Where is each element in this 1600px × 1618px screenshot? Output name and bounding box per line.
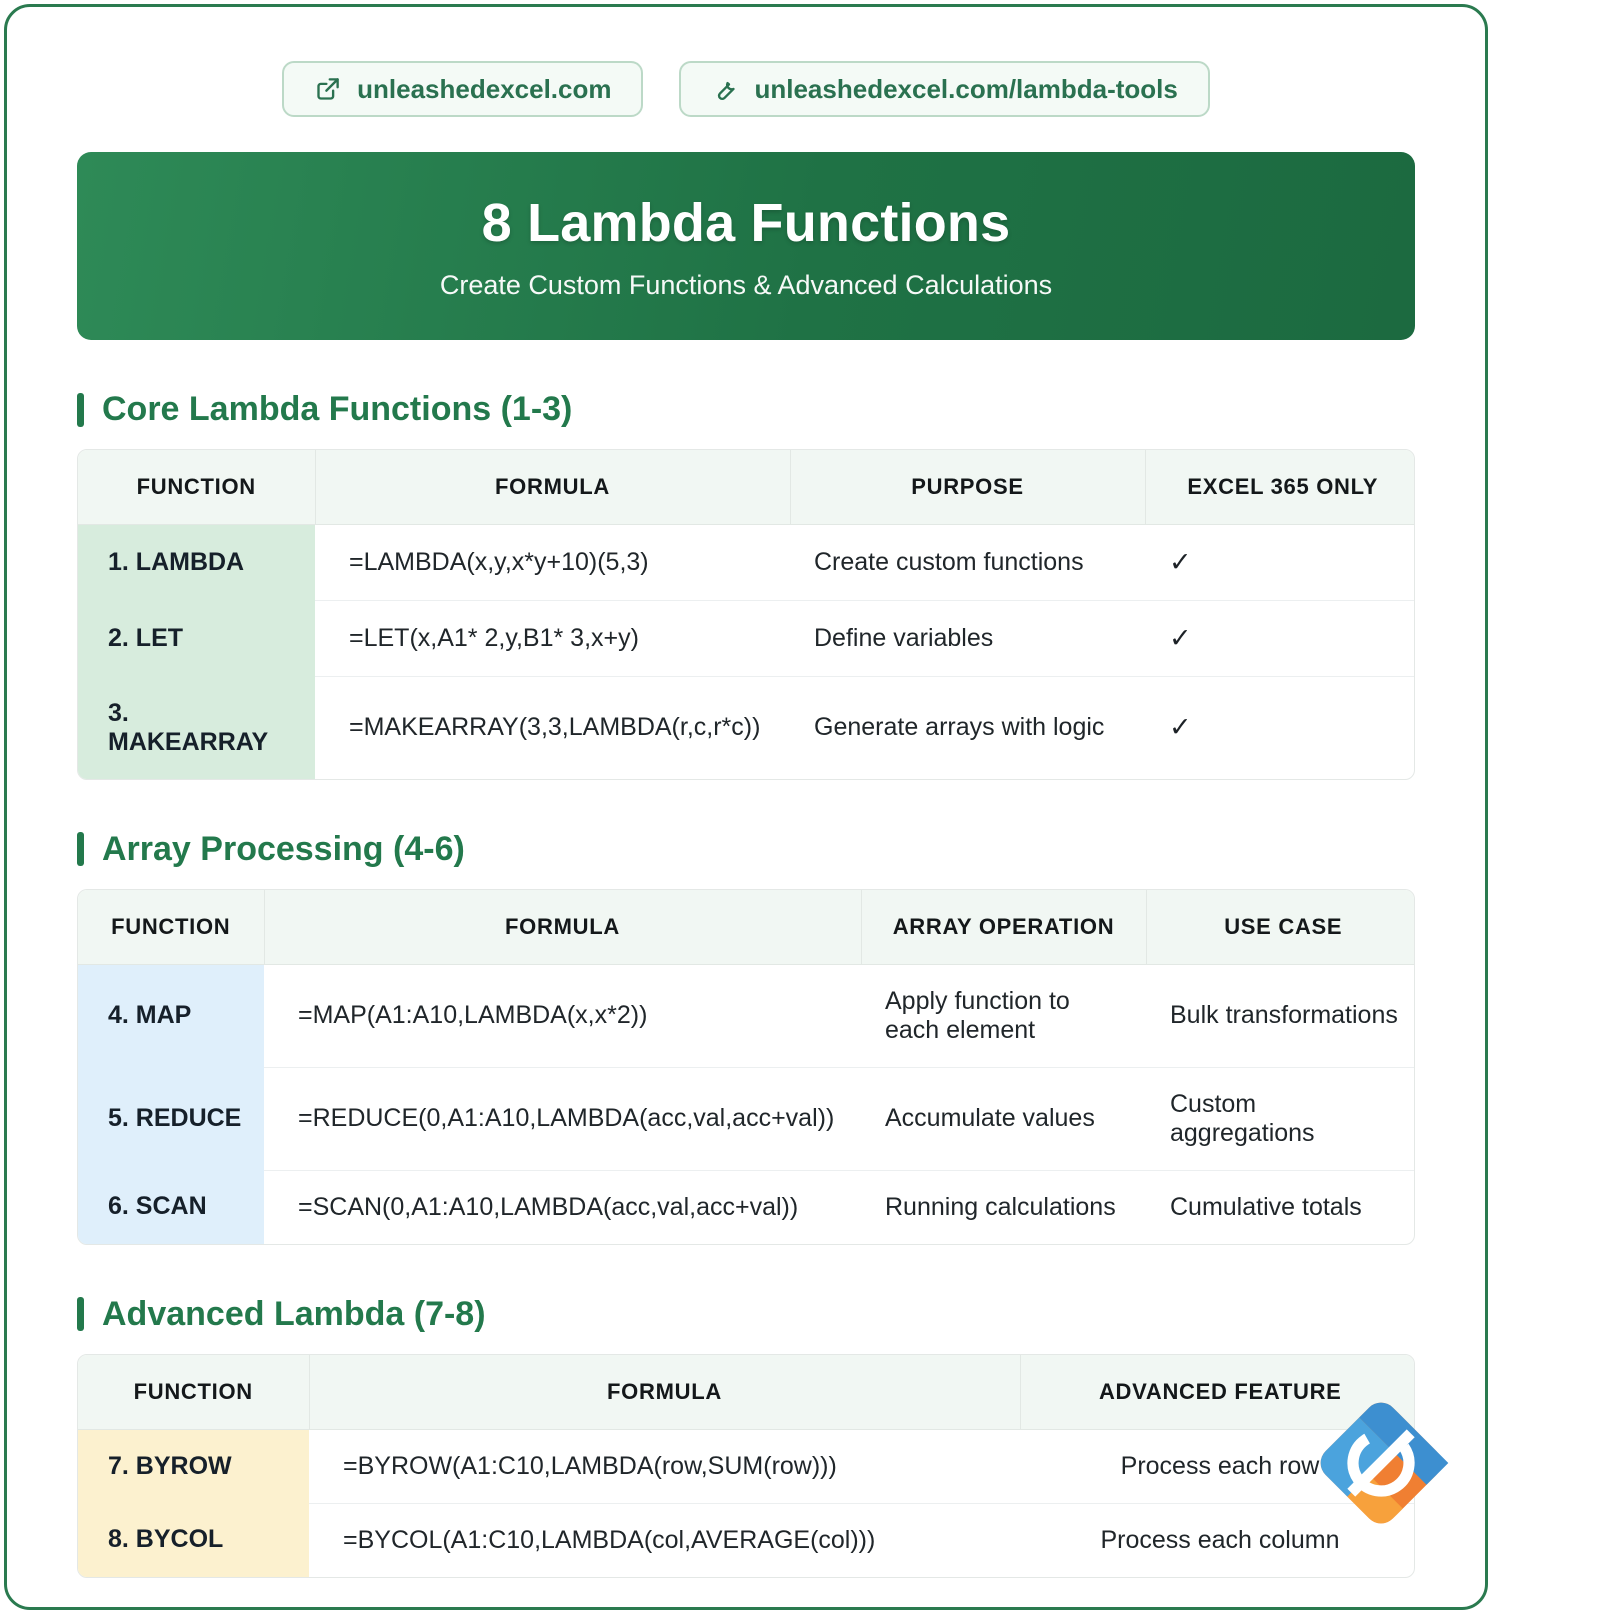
- formula-cell: =MAP(A1:A10,LAMBDA(x,x*2)): [264, 964, 861, 1067]
- table-core-wrapper: [77, 449, 1415, 780]
- table-row: [78, 525, 1415, 601]
- wrench-icon: [711, 76, 738, 103]
- column-header: FORMULA: [264, 890, 861, 965]
- brand-logo-icon: [1311, 1393, 1451, 1533]
- link-button-site-label: unleashedexcel.com: [357, 73, 612, 104]
- formula-cell: =REDUCE(0,A1:A10,LAMBDA(acc,val,acc+val)): [264, 1067, 861, 1170]
- section-title-array: Array Processing (4-6): [102, 829, 465, 868]
- function-name: 1. LAMBDA: [78, 525, 315, 601]
- link-button-site[interactable]: [282, 61, 643, 117]
- section-title-advanced: Advanced Lambda (7-8): [102, 1294, 486, 1333]
- column-header: ADVANCED FEATURE: [1020, 1355, 1415, 1430]
- function-name: 6. SCAN: [78, 1170, 264, 1244]
- column-header: EXCEL 365 ONLY: [1145, 450, 1415, 525]
- formula-cell: =LAMBDA(x,y,x*y+10)(5,3): [315, 525, 790, 601]
- formula-cell: =MAKEARRAY(3,3,LAMBDA(r,c,r*c)): [349, 713, 761, 742]
- table-row: [78, 964, 1415, 1067]
- page-title: 8 Lambda Functions: [481, 192, 1011, 253]
- function-name: 8. BYCOL: [78, 1503, 309, 1577]
- use-case-cell: Cumulative totals: [1170, 1192, 1362, 1221]
- link-button-tools[interactable]: [679, 61, 1209, 117]
- formula-cell: =SCAN(0,A1:A10,LAMBDA(acc,val,acc+val)): [298, 1192, 799, 1221]
- array-operation-cell: Accumulate values: [861, 1067, 1146, 1170]
- infographic-page: [4, 4, 1488, 1610]
- purpose-cell: Define variables: [790, 601, 1145, 677]
- table-row: [78, 1429, 1415, 1503]
- advanced-feature-cell: Process each row: [1020, 1429, 1415, 1503]
- formula-cell: =LET(x,A1* 2,y,B1* 3,x+y): [315, 601, 790, 677]
- column-header: PURPOSE: [790, 450, 1145, 525]
- array-operation-cell: Apply function to each element: [861, 964, 1146, 1067]
- purpose-cell: Create custom functions: [790, 525, 1145, 601]
- formula-cell: =BYCOL(A1:C10,LAMBDA(col,AVERAGE(col))): [343, 1525, 876, 1554]
- use-case-cell: Bulk transformations: [1146, 964, 1415, 1067]
- link-bar: [7, 7, 1485, 117]
- column-header: FORMULA: [309, 1355, 1020, 1430]
- function-name: 5. REDUCE: [78, 1067, 264, 1170]
- function-name: 3. MAKEARRAY: [78, 677, 315, 779]
- column-header: FUNCTION: [78, 890, 264, 965]
- purpose-cell: Generate arrays with logic: [814, 713, 1105, 742]
- column-header: USE CASE: [1146, 890, 1415, 965]
- section-title-core: Core Lambda Functions (1-3): [102, 390, 573, 428]
- excel365-check: ✓: [1169, 712, 1192, 743]
- column-header: FUNCTION: [78, 450, 315, 525]
- table-row: [78, 1503, 1415, 1577]
- section-heading-array: [77, 830, 1485, 869]
- use-case-cell: Custom aggregations: [1146, 1067, 1415, 1170]
- table-advanced: [78, 1355, 1415, 1577]
- link-button-tools-label: unleashedexcel.com/lambda-tools: [754, 73, 1178, 104]
- table-core: [78, 450, 1415, 779]
- table-header-row: [78, 450, 1415, 525]
- section-heading-core: [77, 390, 1485, 429]
- excel365-check: ✓: [1145, 601, 1415, 677]
- table-row: [78, 1067, 1415, 1170]
- table-advanced-wrapper: [77, 1354, 1415, 1578]
- table-array-wrapper: [77, 889, 1415, 1245]
- section-heading-advanced: [77, 1295, 1485, 1334]
- external-link-icon: [314, 76, 341, 103]
- table-row: [78, 1170, 1415, 1244]
- table-header-row: [78, 890, 1415, 965]
- column-header: FUNCTION: [78, 1355, 309, 1430]
- function-name: 4. MAP: [78, 964, 264, 1067]
- advanced-feature-cell: Process each column: [1100, 1525, 1340, 1554]
- page-subtitle: Create Custom Functions & Advanced Calculations: [439, 269, 1053, 300]
- excel365-check: ✓: [1145, 525, 1415, 601]
- column-header: ARRAY OPERATION: [861, 890, 1146, 965]
- section-accent-bar: [77, 832, 84, 866]
- table-header-row: [78, 1355, 1415, 1430]
- function-name: 2. LET: [78, 601, 315, 677]
- table-array: [78, 890, 1415, 1244]
- section-accent-bar: [77, 393, 84, 427]
- section-accent-bar: [77, 1297, 84, 1331]
- table-row: [78, 601, 1415, 677]
- formula-cell: =BYROW(A1:C10,LAMBDA(row,SUM(row))): [309, 1429, 1020, 1503]
- table-row: [78, 677, 1415, 779]
- function-name: 7. BYROW: [78, 1429, 309, 1503]
- hero-banner: [77, 152, 1415, 340]
- array-operation-cell: Running calculations: [885, 1192, 1116, 1221]
- column-header: FORMULA: [315, 450, 790, 525]
